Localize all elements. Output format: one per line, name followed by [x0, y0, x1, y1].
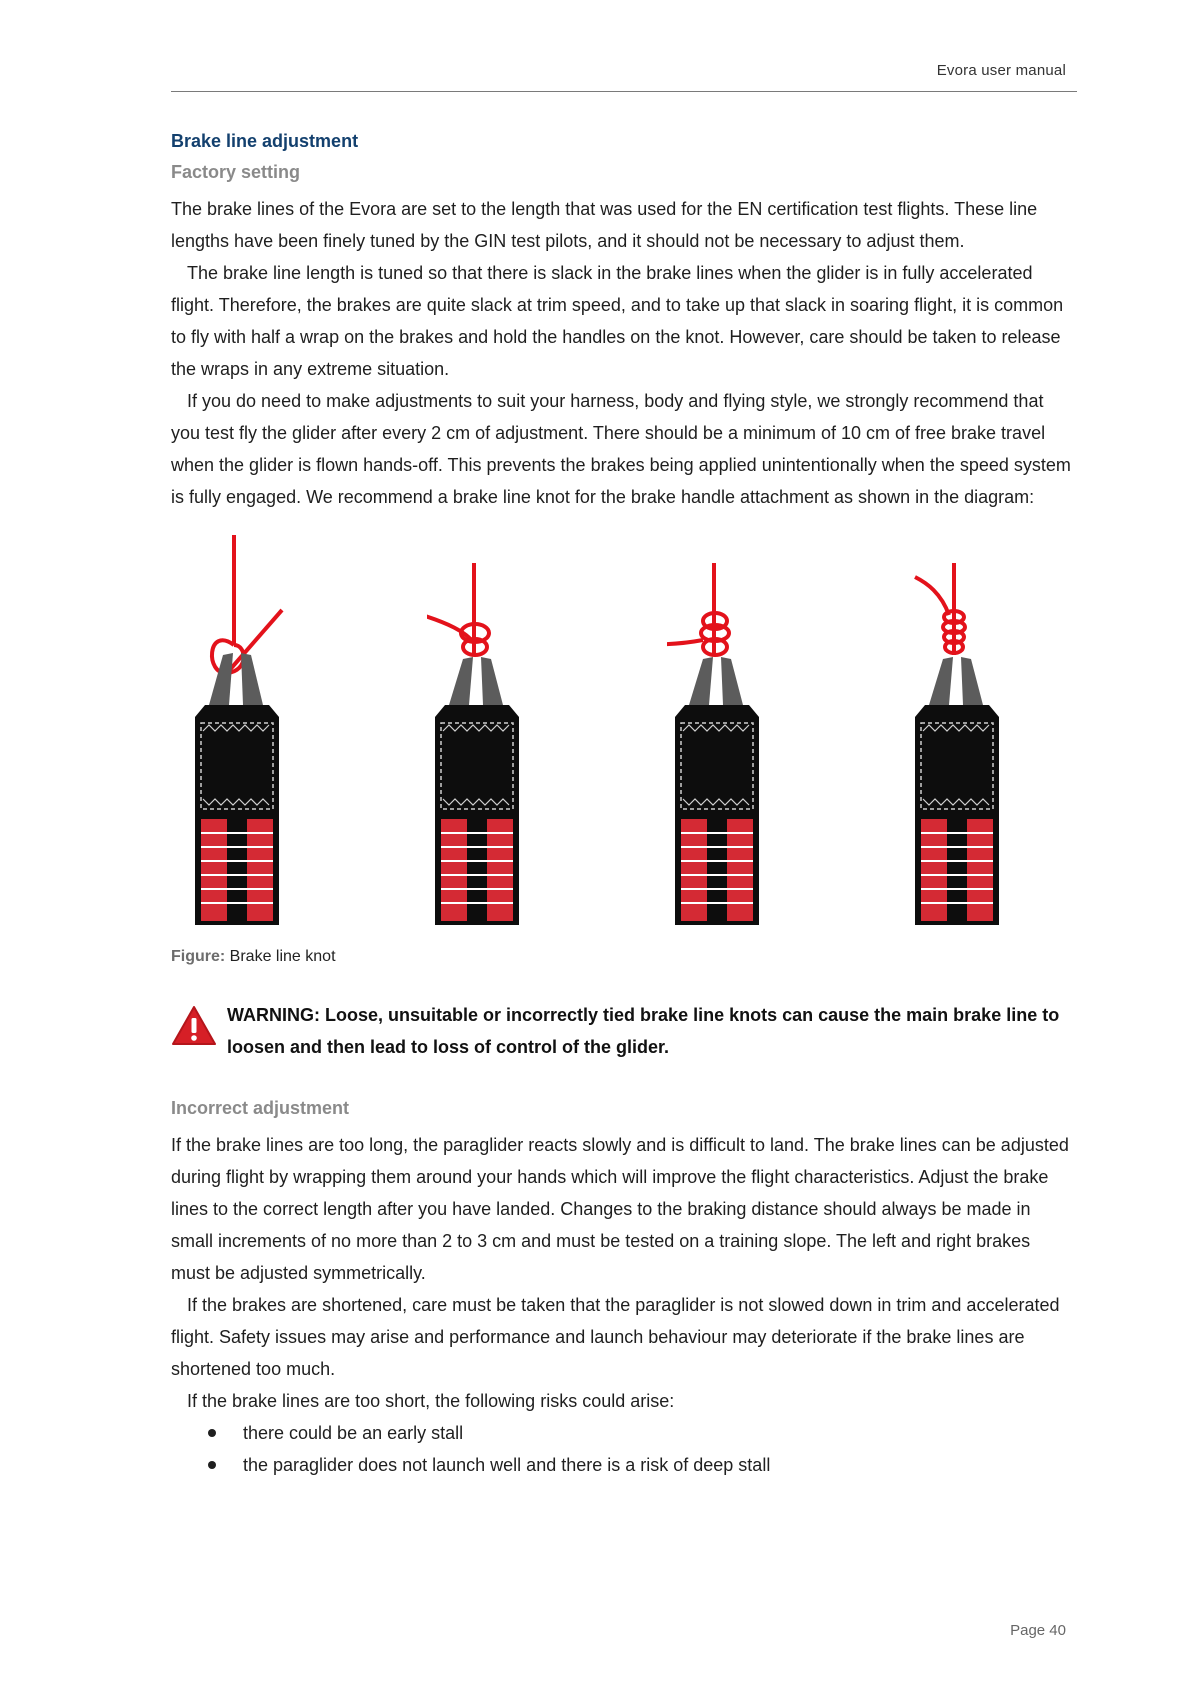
- bullet-icon: [208, 1461, 216, 1469]
- header-title: Evora user manual: [936, 62, 1066, 79]
- brake-line-knot-figure: [171, 535, 1071, 945]
- list-item: [171, 1417, 1071, 1449]
- header-divider: [171, 91, 1077, 92]
- knot-step-3-illustration: [667, 535, 767, 925]
- content: [171, 128, 1071, 1481]
- incorrect-paragraph-2: If the brakes are shortened, care must be taken that the paraglider is not slowed down in trim and accelerated flight. Safety issues may arise and performance and launch behaviour may deteriorate if the brake lines are shortened too much.: [171, 1295, 1060, 1379]
- incorrect-paragraph-3: If the brake lines are too short, the following risks could arise:: [187, 1391, 675, 1411]
- list-item: [171, 1449, 1071, 1481]
- figure-caption-text: Brake line knot: [229, 948, 336, 965]
- page-number: Page 40: [1010, 1622, 1066, 1639]
- figure-caption: [171, 945, 1071, 969]
- knot-step-4-illustration: [907, 535, 1007, 925]
- incorrect-paragraph-1: If the brake lines are too long, the paraglider reacts slowly and is difficult to land. The brake lines can be adjusted during flight by wrapping them around your hands which will improve the flight characteristics. Adjust the brake lines to the correct length after you have landed. Changes to the braking distance should always be made in small increments of no more than 2 to 3 cm and must be tested on a training slope. The left and right brakes must be adjusted symmetrically.: [171, 1135, 1069, 1283]
- factory-paragraph-1: The brake lines of the Evora are set to the length that was used for the EN certification test flights. These line lengths have been finely tuned by the GIN test pilots, and it should not be necessary to adjust them.: [171, 199, 1038, 251]
- warning-text: WARNING: Loose, unsuitable or incorrectly tied brake line knots can cause the main brake line to loosen and then lead to loss of control of the glider.: [227, 1005, 1060, 1057]
- incorrect-adjustment-heading: Incorrect adjustment: [171, 1098, 350, 1118]
- warning-box: [171, 999, 1071, 1063]
- factory-paragraph-2: The brake line length is tuned so that there is slack in the brake lines when the glider is in fully accelerated flight. Therefore, the brakes are quite slack at trim speed, and to take up that slack in soaring flight, it is common to fly with half a wrap on the brakes and hold the handles on the knot. However, care should be taken to release the wraps in any extreme situation.: [171, 263, 1064, 379]
- warning-triangle-icon: [171, 1005, 217, 1052]
- risk-text: the paraglider does not launch well and there is a risk of deep stall: [243, 1455, 771, 1475]
- knot-step-1-illustration: [187, 535, 287, 925]
- figure-caption-label: Figure:: [171, 948, 226, 965]
- factory-setting-heading: Factory setting: [171, 162, 301, 182]
- section-title: Brake line adjustment: [171, 131, 359, 151]
- factory-paragraph-3: If you do need to make adjustments to suit your harness, body and flying style, we strongly recommend that you test fly the glider after every 2 cm of adjustment. There should be a minimum of 10 cm of free brake travel when the glider is flown hands-off. This prevents the brakes being applied unintentionally when the speed system is fully engaged. We recommend a brake line knot for the brake handle attachment as shown in the diagram:: [171, 391, 1071, 507]
- bullet-icon: [208, 1429, 216, 1437]
- risk-text: there could be an early stall: [243, 1423, 464, 1443]
- knot-step-2-illustration: [427, 535, 527, 925]
- risk-list: [171, 1417, 1071, 1481]
